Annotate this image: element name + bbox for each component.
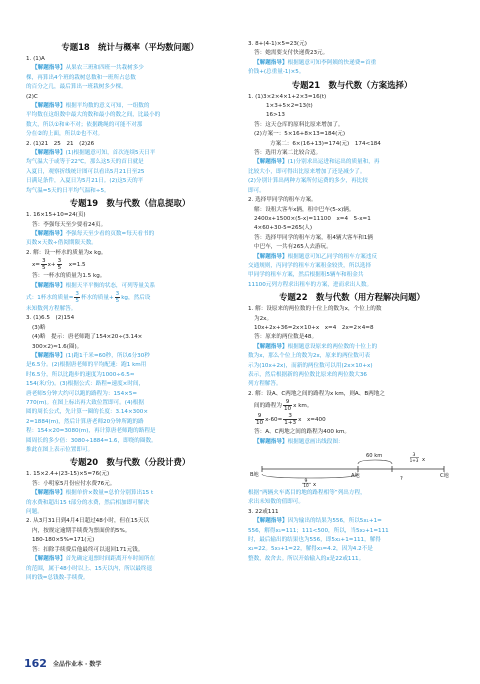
hint-line: 时，最后输出的结果也为556，即5x₂+1=111，解得: [248, 537, 381, 544]
hint-line: 【解题指导】根据题意画出线段图：: [254, 438, 344, 445]
fraction: $\frac{3}{5}$: [75, 290, 79, 304]
hint-line: 【解题指导】根据天平平衡的状态，可列等量关系: [32, 282, 156, 289]
hint-line: 根据“两辆火车离目的地的路程相等”列出方程，: [248, 490, 366, 497]
hint-line: 回的钱=总钱数-手续费。: [26, 574, 89, 581]
answer-line: 2. 解：设一杯水的质量为x kg。: [26, 249, 107, 256]
hint-line: 【解题指导】(1)分别求出运进和运出的质量和，再: [254, 159, 380, 166]
hint-tag: 【解题指导】: [32, 150, 66, 157]
answer-line: (3)略: [32, 324, 46, 331]
hint-line: 【解题指导】根据平均数的意义可知，一组数的: [32, 103, 150, 110]
answer-line: 1×3+5×2=13(t): [266, 103, 313, 110]
answer-line: 答：这天仓库的原料比原来增加了。: [254, 121, 344, 128]
point-a-label: A地: [351, 473, 360, 480]
top-unit: x: [422, 457, 426, 464]
hint-tag: 【解题指导】: [32, 352, 66, 359]
section-title-19: 专题19 数与代数（信息提取）: [69, 198, 191, 209]
hint-line: 154(米/分)。(3)根据公式：路程=速度×时间，: [26, 381, 145, 388]
answer-line: 1. 16×15+10=24(页): [26, 212, 86, 219]
hint-tag: 【解题指导】: [254, 253, 288, 260]
fraction: $\frac{9}{10}$: [283, 399, 292, 413]
hint-line: 2=1884(m)，然后计算唐老师20分钟所跑的路: [26, 418, 144, 425]
answer-line: 答：扣除手续费后他最终可以退回171元钱。: [32, 546, 144, 553]
answer-line: 答：原来的两位数是48。: [254, 334, 318, 341]
hint-line: 唐老师5分钟大约可以跑的路程为：154×5=: [26, 390, 138, 397]
answer-line: 为2x。: [254, 315, 273, 322]
hint-line: 770(m)。在图上标出再大致位置即可。(4)根据: [26, 400, 144, 406]
hint-line: 的范围，属于48小时以上、15天以内，所以最终退: [26, 565, 153, 572]
answer-line: 方案二：6×(16+13)=174(元) 174<184: [270, 140, 381, 147]
hint-tag: 【解题指导】: [32, 230, 66, 237]
answer-line: 300×2)≈1.6(圈)。: [32, 343, 83, 350]
hint-line: 556，解得x₁=111；111<500，所以，当5x₂+1=111: [248, 527, 389, 534]
fraction: $\frac{3}{5}$: [115, 290, 120, 304]
bot-unit: x: [313, 482, 317, 488]
answer-line: 间的路程为 $\frac{9}{10}$ x km。: [254, 399, 313, 413]
hint-line: 未知数列方程解答。: [26, 305, 77, 312]
hint-line: 【解题指导】根据单价×数量=总价分别算出15 t: [32, 490, 154, 497]
line-segment-svg: [248, 449, 456, 487]
answer-line: 答：一杯水的质量为1.5 kg。: [32, 273, 106, 280]
fraction: $\frac{3}{1+3}$: [284, 413, 297, 427]
hint-line: 11100元列方程求出租车的方案，进而求出人数。: [248, 281, 373, 288]
hint-line: 【解题指导】因为输出的结果为556，所以5x₁+1=: [254, 518, 382, 525]
fraction: $\frac{3}{5}$: [57, 258, 62, 272]
brace-bottom: [262, 474, 358, 478]
answer-line: 答：小明家5月份应付水费76元。: [32, 480, 116, 487]
hint-line: 日满足条件，入夏日为5月21日。(2)这5天的平: [26, 178, 144, 185]
answer-line: (2)方案一：5×16+8×13=184(元): [254, 131, 346, 138]
hint-line: 均气温大于或等于22℃，那么这5天的首日就是: [26, 159, 144, 166]
section-title-22: 专题22 数与代数（用方程解决问题）: [279, 292, 425, 303]
hint-line: 棵，再算出4个班的栽树总数和一班所占总数: [26, 74, 136, 81]
answer-line: 2. 解：设A、C两地之间的路程为x km，则A、B两地之: [248, 390, 385, 397]
hint-line: 【解题指导】根据题意可知乙同学的租车方案违反: [254, 253, 378, 260]
answer-line: 1. (1)A: [26, 56, 45, 62]
hint-line: 程：154×20=3080(m)，再计算唐老师跑的路程是: [26, 428, 156, 435]
hint-line: 甲同学的租车方案，然后根据租5辆车和租金共: [248, 272, 364, 279]
answer-line: 答：她需要支付快递费23元。: [254, 50, 329, 57]
answer-line: 1. 解：设原来的两位数的十位上的数为x，个位上的数: [248, 306, 382, 313]
left-column: [26, 40, 234, 583]
answer-line: 中巴车，一共有265人去游玩。: [254, 244, 332, 251]
equation-line: $\frac{9}{10}$ x-60= $\frac{3}{1+3}$ x x=400: [256, 413, 326, 427]
answer-line: 180-180×5%=171(元): [32, 537, 95, 544]
answer-line: 答：李强每天至少要看24页。: [32, 221, 107, 228]
hint-line: 是6.5分。(2)根据唐老师的平均配速：跑1 km用: [26, 362, 147, 369]
hint-line: 【解题指导】李强每天至少看的页数=每天看书的: [32, 230, 155, 237]
hint-line: 均气温=5天的日平均气温和÷5。: [26, 187, 110, 194]
hint-line: 式：1杯水的质量= $\frac{3}{5}$ 杯水的质量+ $\frac{3}{5}$ kg，然后设: [26, 290, 151, 304]
bot-fraction-den: 10: [303, 483, 309, 488]
hint-line: 【解题指导】首先确定退票时间距离开车时间所在: [32, 556, 156, 563]
answer-line: (4)略 提示：唐老师跑了154×20÷(3.14×: [32, 334, 143, 341]
hint-tag: 【解题指导】: [32, 103, 66, 110]
top-fraction-den: 1+3: [409, 458, 419, 464]
hint-line: (2)分别计算出两种方案所付运费的多少，再比较: [248, 178, 368, 185]
question-mark: ?: [400, 476, 403, 483]
fraction: $\frac{3}{5}$: [42, 258, 46, 272]
hint-line: 【解题指导】(1)根据题意可知，首次连续5天日平: [32, 150, 156, 157]
hint-tag: 【解题指导】: [254, 518, 288, 525]
hint-line: 即可。: [248, 187, 265, 194]
hint-line: 表示，然后根据新的两位数比原来的两位数大36: [248, 372, 367, 378]
hint-line: 数为x，那么个位上的数为2x，原来的两位数可表: [248, 353, 371, 360]
answer-line: 2. 从3月31日到4月4日超过48小时，但在15天以: [26, 518, 150, 525]
hint-line: 整数，故舍去。所以开始输入的x是22或111。: [248, 555, 365, 562]
right-column: [248, 40, 456, 564]
hint-line: 的百分之几，最后算出一班栽树多少棵。: [26, 84, 127, 91]
hint-line: 数大，所以①和④不对；依据跳绳的可能不对那: [26, 121, 143, 128]
hint-line: 时6.5分，所以比跑步的速度为1000÷6.5≈: [26, 371, 135, 378]
hint-line: 比较大小，即可得出比原来增加了还是减少了。: [248, 168, 366, 175]
answer-line: 1. (1)3×2×4×1+2×3=16(t): [248, 93, 327, 100]
answer-line: 10x+2x+36=2x×10+x x=4 2x=2×4=8: [254, 324, 374, 331]
line-segment-diagram: [248, 449, 456, 487]
page-footer: [24, 656, 101, 670]
hint-tag: 【解题指导】: [32, 65, 66, 72]
hint-line: 页数×天数÷借阅期限天数。: [26, 240, 97, 247]
hint-tag: 【解题指导】: [254, 343, 288, 350]
book-title: 全品作业本 · 数学: [52, 660, 102, 668]
hint-line: 问题。: [26, 509, 43, 516]
hint-line: 价钱+(总重量-1)×5。: [248, 69, 305, 76]
hint-line: 【解题指导】从果农三班和四班一共栽树多少: [32, 65, 144, 72]
answer-line: 2. (1)21 25 21 (2)26: [26, 140, 95, 147]
equation-line: x= $\frac{3}{5}$ x+ $\frac{3}{5}$ x=1.5: [32, 258, 86, 272]
answer-line: 3. 22或111: [248, 508, 279, 515]
hint-line: 的水费和超出15 t部分的水费，然后相加即可解决: [26, 499, 149, 506]
hint-line: 示为(10x+2x)，而新的两位数可以用(2x×10+x): [248, 362, 373, 369]
bot-fraction-num: 9: [304, 479, 308, 485]
answer-line: 3. 8+(4-1)×5=23(元): [248, 41, 307, 47]
hint-line: 交通规则，丙同学的租车方案租金较贵，所以选择: [248, 262, 372, 269]
hint-line: 平均数在这组数中最大的数和最小的数之间，比最小的: [26, 112, 161, 119]
hint-line: 圆周长的多少倍：3080÷1884≈1.6，即绕的圈数。: [26, 437, 157, 444]
section-title-20: 专题20 数与代数（分段计费）: [69, 457, 191, 468]
fraction: $\frac{9}{10}$: [256, 413, 264, 427]
answer-line: 答：A、C两地之间的路程为400 km。: [254, 429, 351, 436]
answer-line: 答：选用方案二比较合适。: [254, 150, 322, 157]
hint-line: 【解题指导】根据题意可知李阿姨的快递费=首重: [254, 59, 377, 66]
hint-tag: 【解题指导】: [32, 282, 66, 289]
hint-tag: 【解题指导】: [254, 438, 288, 445]
point-c-label: C地: [440, 473, 449, 480]
top-fraction-num: 3: [412, 453, 416, 459]
section-title-18: 专题18 统计与概率（平均数问题）: [61, 42, 199, 52]
hint-line: 推此在图上表示位置即可。: [26, 447, 94, 454]
hint-line: 圆的周长公式，先计算一圈的长度：3.14×300×: [26, 409, 149, 416]
answer-line: 3. (1)6.5 (2)154: [26, 315, 75, 322]
section-title-21: 专题21 数与代数（方案选择）: [291, 79, 413, 90]
answer-line: 答：选择甲同学的租车方案，租4辆大客车和1辆: [254, 234, 373, 241]
answer-line: 内，按规定逾期手续费为票面价的5%。: [32, 527, 131, 534]
hint-line: 入夏日，观察折线统计图可以看出5月21日至25: [26, 168, 145, 175]
hint-tag: 【解题指导】: [254, 59, 288, 66]
answer-line: 解：设租大客车x辆，租中巴车(5-x)辆。: [254, 206, 355, 213]
answer-line: 2. 选择甲同学的租车方案。: [248, 197, 317, 204]
hint-line: 求出未知数的值即可。: [248, 499, 304, 506]
answer-line: 16>13: [266, 112, 285, 119]
hint-tag: 【解题指导】: [32, 556, 66, 563]
hint-tag: 【解题指导】: [254, 159, 288, 166]
hint-line: x₂=22。5x₃+1=22，解得x₃=4.2，因为4.2不是: [248, 546, 373, 553]
answer-line: (2)C: [26, 93, 38, 100]
hint-line: 列方程解答。: [248, 381, 282, 388]
answer-line: 2400x+1500×(5-x)=11100 x=4 5-x=1: [254, 215, 371, 222]
hint-tag: 【解题指导】: [32, 490, 66, 497]
answer-line: 1. 15×2.4+(23-15)×5=76(元): [26, 471, 110, 478]
point-b-label: B地: [250, 472, 259, 479]
page-number: 162: [24, 656, 47, 670]
hint-line: 【解题指导】根据题意设原来的两位数的十位上的: [254, 343, 378, 350]
brace-top: [358, 460, 392, 464]
hint-line: 【解题指导】(1)跑1千米=60秒，所以6分30秒: [32, 352, 150, 359]
distance-label: 60 km: [366, 453, 383, 460]
hint-line: 分在②的上面，所以②也不对。: [26, 131, 104, 138]
answer-line: 4×60+30-5=265(人): [254, 225, 313, 232]
